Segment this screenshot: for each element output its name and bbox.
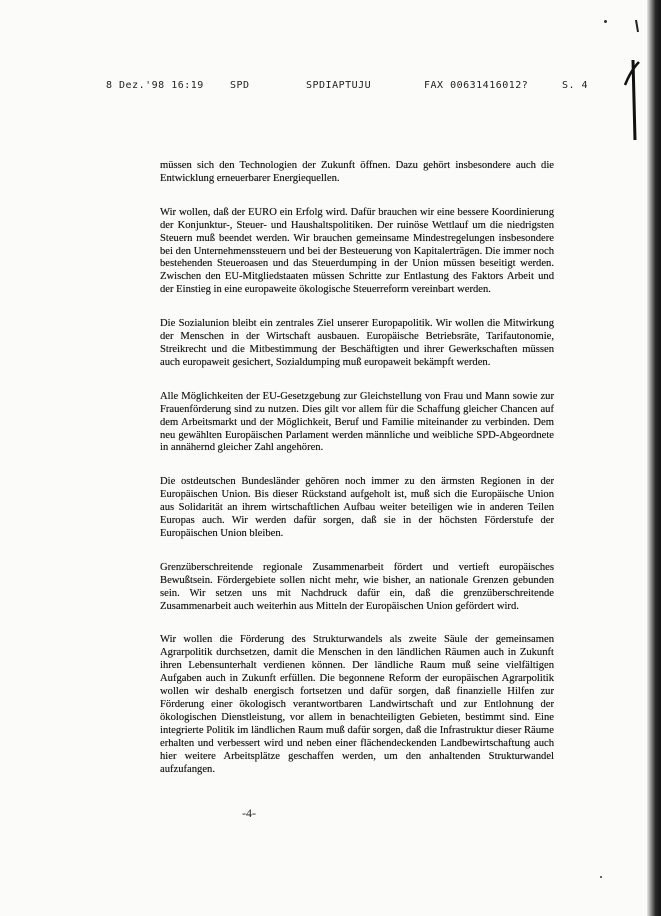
scan-edge-shadow	[647, 0, 661, 916]
fax-page: S. 4	[562, 80, 589, 91]
fax-date: 8 Dez.'98 16:19	[106, 80, 204, 91]
scan-speck	[600, 876, 602, 878]
paragraph: Grenzüberschreitende regionale Zusammenarbeit fördert und vertieft europäisches Bewußtsein. Fördergebiete sollen nicht mehr, wie bisher, an nationale Grenzen gebunden sein. Wir setzen uns mit Nachdruck dafür ein, daß die grenzüberschreitende Zusammenarbeit auch weiterhin aus Mitteln der Europäischen Union gefördert wird.	[160, 561, 554, 612]
fax-sender-code: SPD	[230, 80, 250, 91]
scan-speck	[604, 20, 607, 23]
paragraph: Die Sozialunion bleibt ein zentrales Ziel unserer Europapolitik. Wir wollen die Mitwirkung der Menschen in der Wirtschaft ausbauen. Europäische Betriebsräte, Tarifautonomie, Streikrecht und die Mitbestimmung der Beschäftigten und ihrer Gewerkschaften müssen auch europaweit gesichert, Sozialdumping muß europaweit bekämpft werden.	[160, 318, 554, 368]
paragraph: Alle Möglichkeiten der EU-Gesetzgebung zur Gleichstellung von Frau und Mann sowie zur Frauenförderung sind zu nutzen. Dies gilt vor allem für die Schaffung gleicher Chancen auf dem Arbeitsmarkt und der Möglichkeit, Beruf und Familie miteinander zu verbinden. Dem neu gewählten Europäischen Parlament werden männliche und weibliche SPD-Abgeordnete in annähernd gleicher Zahl angehören.	[160, 390, 554, 454]
paragraph: Wir wollen, daß der EURO ein Erfolg wird. Dafür brauchen wir eine bessere Koordinierung der Konjunktur-, Steuer- und Haushaltspolitiken. Der ruinöse Wettlauf um die niedrigsten Steuern muß beendet werden. Wir brauchen gemeinsame Mindestregelungen insbesondere bei den Unternehmenssteuern und bei der Besteuerung von Kapitalerträgen. Die immer noch bestehenden Steueroasen und das Steuerdumping in der Union müssen beseitigt werden. Zwischen den EU-Mitgliedstaaten müssen Schritte zur Entlastung des Faktors Arbeit und der Einstieg in eine europaweite ökologische Steuerreform vereinbart werden.	[160, 206, 554, 296]
paragraph: Die ostdeutschen Bundesländer gehören noch immer zu den ärmsten Regionen in der Europäischen Union. Bis dieser Rückstand aufgeholt ist, muß sich die Europäische Union aus Solidarität an ihrem wirtschaftlichen Aufbau weiter beteiligen wie in anderen Teilen Europas auch. Wir werden dafür sorgen, daß sie in der höchsten Förderstufe der Europäischen Union bleiben.	[160, 476, 554, 539]
document-body	[160, 160, 554, 789]
fax-transmission-header	[106, 80, 646, 96]
paragraph: müssen sich den Technologien der Zukunft öffnen. Dazu gehört insbesondere auch die Entwicklung erneuerbarer Energiequellen.	[160, 160, 554, 184]
scan-corner-artifact	[605, 0, 645, 140]
paragraph: Wir wollen die Förderung des Strukturwandels als zweite Säule der gemeinsamen Agrarpolitik durchsetzen, damit die Menschen in den ländlichen Räumen auch in Zukunft ihren Lebensunterhalt verdienen können. Der ländliche Raum muß seine vielfältigen Aufgaben auch in Zukunft erfüllen. Die begonnene Reform der europäischen Agrarpolitik wollen wir deshalb energisch fortsetzen und dafür sorgen, daß finanzielle Hilfen zur Förderung einer ökologisch verantwortbaren Landwirtschaft und zur Entlohnung der ökologischen Dienstleistung, vor allem in benachteiligten Gebieten, bestimmt sind. Eine integrierte Politik im ländlichen Raum muß dafür sorgen, daß die Infrastruktur dieser Räume erhalten und verbessert wird und neben einer flächendeckenden Landbewirtschaftung auch hier weitere Arbeitsplätze geschaffen werden, um den anhaltenden Strukturwandel aufzufangen.	[160, 634, 554, 775]
fax-sender-name: SPDIAPTUJU	[306, 80, 372, 91]
fax-number: FAX 00631416012?	[424, 80, 529, 91]
page-number: -4-	[242, 806, 256, 820]
